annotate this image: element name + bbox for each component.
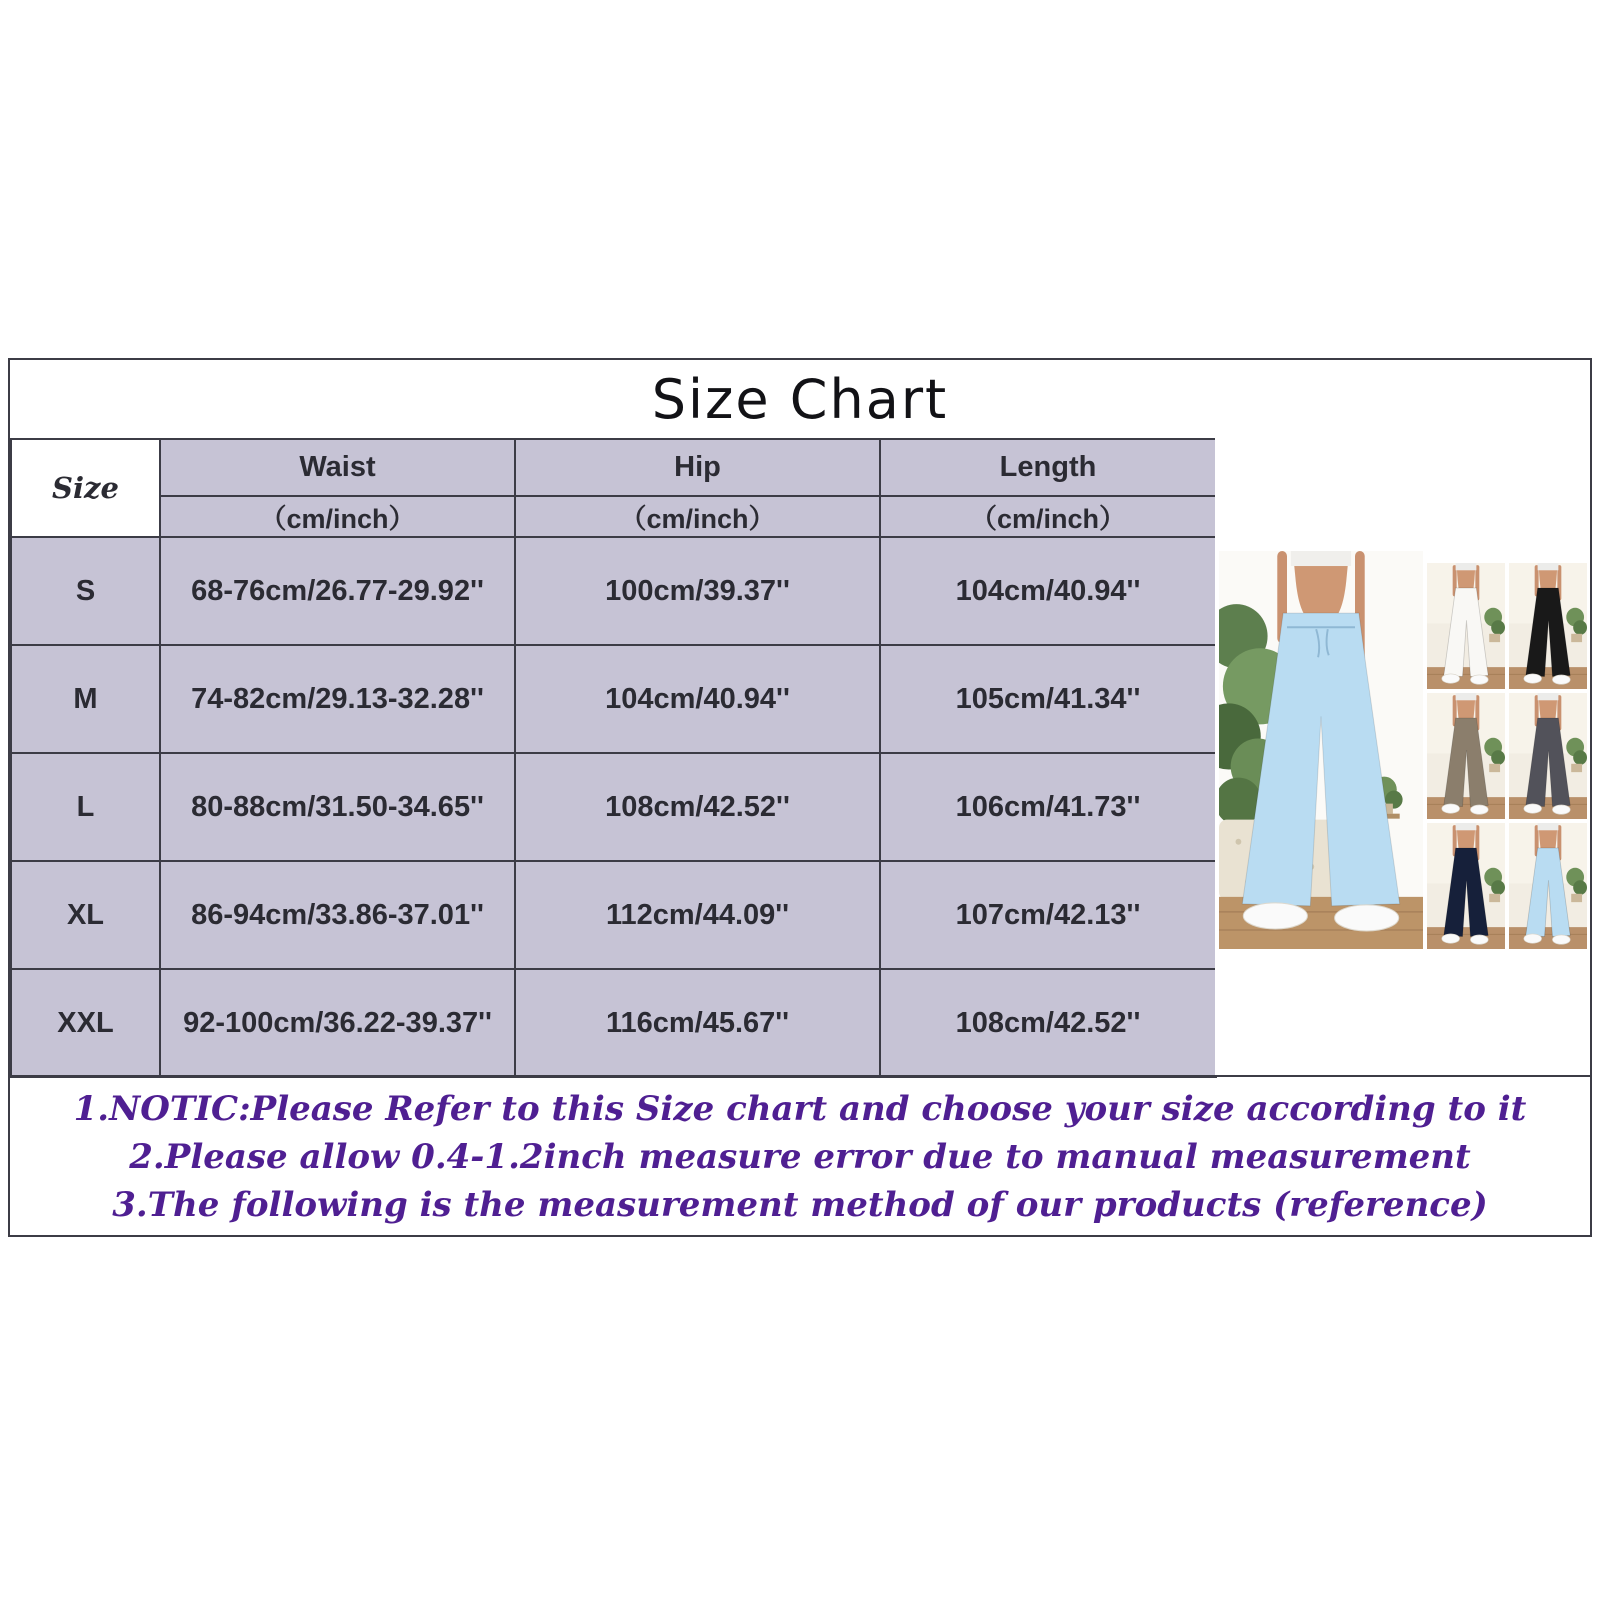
length-cell: 104cm/40.94'' (880, 537, 1216, 645)
table-row (11, 753, 1216, 861)
column-unit-length: （cm/inch） (880, 496, 1216, 537)
unit-row (11, 496, 1216, 537)
notice-line-1: 1.NOTIC:Please Refer to this Size chart and choose your size according to it (73, 1089, 1527, 1129)
hip-cell: 112cm/44.09'' (515, 861, 880, 969)
thumb-navy-pants (1427, 823, 1505, 949)
product-photo-montage (1219, 551, 1587, 949)
hip-cell: 116cm/45.67'' (515, 969, 880, 1077)
header-row (11, 439, 1216, 496)
table-row (11, 537, 1216, 645)
size-cell: M (11, 645, 160, 753)
table-row (11, 861, 1216, 969)
size-cell: XL (11, 861, 160, 969)
column-header-length: Length (880, 439, 1216, 496)
hip-cell: 104cm/40.94'' (515, 645, 880, 753)
table-row (11, 645, 1216, 753)
waist-cell: 86-94cm/33.86-37.01'' (160, 861, 515, 969)
size-table (10, 438, 1217, 1078)
length-cell: 108cm/42.52'' (880, 969, 1216, 1077)
size-cell: XXL (11, 969, 160, 1077)
thumb-black-pants (1509, 563, 1587, 689)
size-column-header: Size (11, 439, 160, 537)
product-photo-zone (1215, 438, 1590, 1075)
column-header-waist: Waist (160, 439, 515, 496)
thumb-dark-gray-pants (1509, 693, 1587, 819)
hip-cell: 100cm/39.37'' (515, 537, 880, 645)
notice-line-2: 2.Please allow 0.4-1.2inch measure error due to manual measurement (129, 1137, 1471, 1177)
waist-cell: 74-82cm/29.13-32.28'' (160, 645, 515, 753)
thumb-light-blue-pants (1509, 823, 1587, 949)
length-cell: 106cm/41.73'' (880, 753, 1216, 861)
size-cell: L (11, 753, 160, 861)
waist-cell: 92-100cm/36.22-39.37'' (160, 969, 515, 1077)
page-title: Size Chart (651, 367, 949, 431)
color-thumbnails-grid (1427, 551, 1587, 949)
size-chart-panel (8, 358, 1592, 1237)
main-product-photo (1219, 551, 1423, 949)
thumb-khaki-pants (1427, 693, 1505, 819)
column-header-hip: Hip (515, 439, 880, 496)
notice-section (10, 1075, 1590, 1237)
column-unit-waist: （cm/inch） (160, 496, 515, 537)
thumb-white-pants (1427, 563, 1505, 689)
table-row (11, 969, 1216, 1077)
waist-cell: 80-88cm/31.50-34.65'' (160, 753, 515, 861)
hip-cell: 108cm/42.52'' (515, 753, 880, 861)
length-cell: 107cm/42.13'' (880, 861, 1216, 969)
waist-cell: 68-76cm/26.77-29.92'' (160, 537, 515, 645)
length-cell: 105cm/41.34'' (880, 645, 1216, 753)
column-unit-hip: （cm/inch） (515, 496, 880, 537)
title-band (10, 360, 1590, 438)
size-cell: S (11, 537, 160, 645)
notice-line-3: 3.The following is the measurement method of our products (reference) (112, 1185, 1488, 1225)
